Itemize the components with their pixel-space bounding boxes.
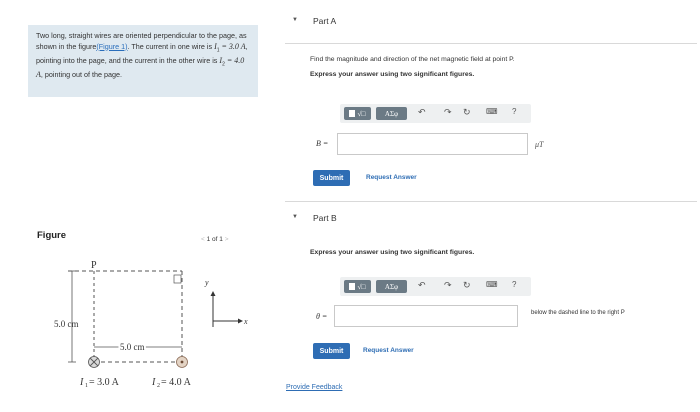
template-icon bbox=[349, 283, 355, 290]
current-2-subscript: 2 bbox=[222, 61, 225, 68]
current-1-value: = 3.0 A bbox=[219, 41, 246, 51]
wire-1-current-symbol: I bbox=[80, 377, 84, 388]
part-a-title: Part A bbox=[313, 16, 337, 26]
wire-figure bbox=[50, 255, 265, 395]
wire-2-current-symbol: I bbox=[152, 377, 156, 388]
part-a-request-answer-link[interactable]: Request Answer bbox=[366, 174, 417, 181]
part-b-submit-button[interactable]: Submit bbox=[313, 343, 350, 359]
part-b-title: Part B bbox=[313, 213, 337, 223]
part-a-collapse-icon[interactable]: ▼ bbox=[292, 17, 298, 23]
reset-icon[interactable]: ↻ bbox=[463, 280, 471, 290]
part-b-variable-label: θ = bbox=[316, 312, 328, 321]
x-axis-label: x bbox=[244, 317, 248, 326]
figure-title: Figure bbox=[37, 230, 67, 241]
keyboard-icon[interactable]: ⌨ bbox=[486, 107, 498, 116]
current-2-value: = 4.0 A bbox=[36, 55, 245, 79]
figure-next-button[interactable]: > bbox=[224, 236, 229, 243]
radical-icon: √□ bbox=[357, 282, 366, 291]
x-axis-arrow-icon bbox=[238, 319, 243, 324]
problem-text-part: , pointing into the page, and the current in the other wire is bbox=[36, 41, 248, 65]
wire-2-dot bbox=[181, 361, 184, 364]
part-a-submit-button[interactable]: Submit bbox=[313, 170, 350, 186]
part-b-request-answer-link[interactable]: Request Answer bbox=[363, 347, 414, 354]
part-a-math-toolbar bbox=[340, 104, 531, 123]
reset-icon[interactable]: ↻ bbox=[463, 107, 471, 117]
vertical-dimension-label: 5.0 cm bbox=[54, 319, 79, 329]
keyboard-icon[interactable]: ⌨ bbox=[486, 280, 498, 289]
problem-text-part: , pointing out of the page. bbox=[40, 69, 123, 79]
problem-text-part: . The current in one wire is bbox=[127, 41, 215, 51]
template-button[interactable] bbox=[344, 280, 371, 293]
help-icon[interactable]: ? bbox=[512, 107, 517, 116]
part-b-divider bbox=[285, 201, 697, 202]
part-b-collapse-icon[interactable]: ▼ bbox=[292, 214, 298, 220]
part-a-answer-input[interactable] bbox=[337, 133, 528, 155]
greek-symbols-button[interactable]: ΑΣφ bbox=[376, 280, 407, 293]
problem-text bbox=[36, 31, 252, 80]
y-axis-label: y bbox=[205, 278, 209, 287]
problem-statement bbox=[28, 25, 258, 97]
undo-icon[interactable]: ↶ bbox=[418, 280, 426, 290]
part-a-prompt: Find the magnitude and direction of the net magnetic field at point P. bbox=[310, 56, 515, 63]
part-a-variable-label: B = bbox=[316, 139, 329, 148]
part-a-unit: μT bbox=[535, 140, 544, 149]
wire-1-current-value: = 3.0 A bbox=[89, 377, 119, 388]
figure-link[interactable]: (Figure 1) bbox=[96, 41, 128, 51]
figure-prev-button[interactable]: < bbox=[201, 236, 205, 243]
help-icon[interactable]: ? bbox=[512, 280, 517, 289]
current-2-symbol: I bbox=[219, 55, 223, 65]
part-b-suffix: below the dashed line to the right P bbox=[531, 310, 625, 316]
undo-icon[interactable]: ↶ bbox=[418, 107, 426, 117]
part-a-divider bbox=[285, 43, 697, 44]
wire-1-current-subscript: 1 bbox=[85, 383, 88, 389]
template-icon bbox=[349, 110, 355, 117]
provide-feedback-link[interactable]: Provide Feedback bbox=[286, 384, 343, 391]
wire-2-current-subscript: 2 bbox=[157, 383, 160, 389]
problem-text-part: Two long, straight wires are oriented perpendicular to the page, as shown in the figure bbox=[36, 31, 247, 51]
right-angle-marker bbox=[174, 275, 181, 283]
template-button[interactable] bbox=[344, 107, 371, 120]
redo-icon[interactable]: ↷ bbox=[444, 280, 452, 290]
horizontal-dimension-label: 5.0 cm bbox=[120, 342, 145, 352]
current-1-subscript: 1 bbox=[216, 47, 220, 54]
current-1-symbol: I bbox=[214, 41, 217, 51]
figure-page-indicator: 1 of 1 bbox=[206, 236, 223, 243]
part-b-instruction: Express your answer using two significant figures. bbox=[310, 249, 475, 256]
greek-symbols-button[interactable]: ΑΣφ bbox=[376, 107, 407, 120]
y-axis-arrow-icon bbox=[211, 291, 216, 296]
radical-icon: √□ bbox=[357, 109, 366, 118]
redo-icon[interactable]: ↷ bbox=[444, 107, 452, 117]
point-p-label: P bbox=[91, 260, 97, 271]
part-a-instruction: Express your answer using two significant figures. bbox=[310, 71, 475, 78]
part-b-answer-input[interactable] bbox=[334, 305, 518, 327]
figure-pager bbox=[201, 236, 228, 243]
part-b-math-toolbar bbox=[340, 277, 531, 296]
wire-2-current-value: = 4.0 A bbox=[161, 377, 191, 388]
